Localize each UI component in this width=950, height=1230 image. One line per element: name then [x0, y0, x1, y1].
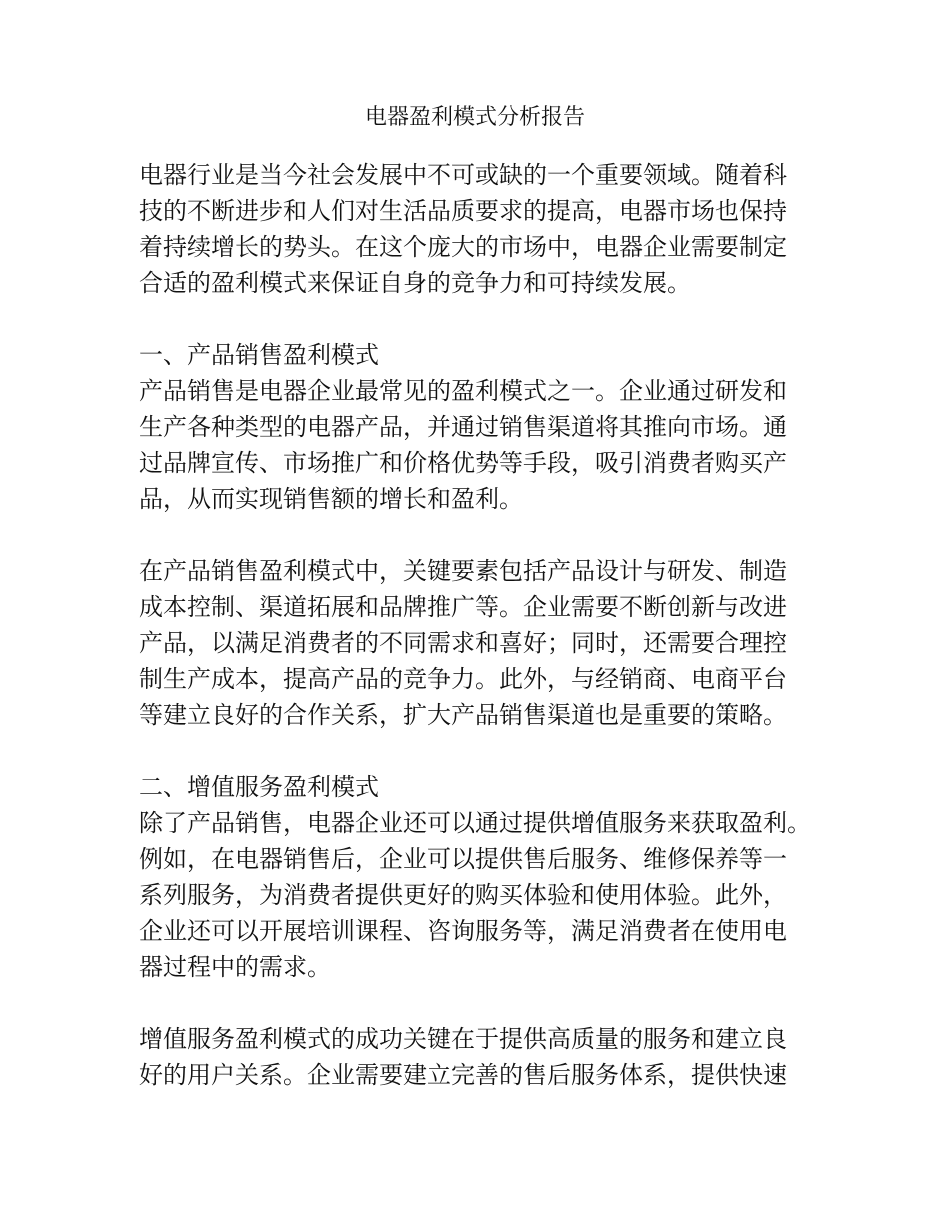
paragraph-line: 技的不断进步和人们对生活品质要求的提高，电器市场也保持 [139, 197, 787, 225]
paragraph-line: 等建立良好的合作关系，扩大产品销售渠道也是重要的策略。 [139, 701, 787, 729]
paragraph-line: 过品牌宣传、市场推广和价格优势等手段，吸引消费者购买产 [139, 449, 787, 477]
paragraph-line: 器过程中的需求。 [139, 953, 331, 981]
paragraph-line: 品，从而实现销售额的增长和盈利。 [139, 485, 523, 513]
document-title: 电器盈利模式分析报告 [364, 105, 585, 130]
paragraph-line: 除了产品销售，电器企业还可以通过提供增值服务来获取盈利。 [139, 809, 811, 837]
paragraph-line: 企业还可以开展培训课程、咨询服务等，满足消费者在使用电 [139, 917, 787, 945]
paragraph-line: 制生产成本，提高产品的竞争力。此外，与经销商、电商平台 [139, 665, 787, 693]
paragraph-line: 电器行业是当今社会发展中不可或缺的一个重要领域。随着科 [139, 161, 787, 189]
paragraph-line: 着持续增长的势头。在这个庞大的市场中，电器企业需要制定 [139, 233, 787, 261]
paragraph-line: 好的用户关系。企业需要建立完善的售后服务体系，提供快速 [139, 1061, 787, 1089]
paragraph-line: 例如，在电器销售后，企业可以提供售后服务、维修保养等一 [139, 845, 787, 873]
paragraph-line: 系列服务，为消费者提供更好的购买体验和使用体验。此外， [139, 881, 787, 909]
paragraph-line: 在产品销售盈利模式中，关键要素包括产品设计与研发、制造 [139, 557, 787, 585]
paragraph-line: 合适的盈利模式来保证自身的竞争力和可持续发展。 [139, 269, 691, 297]
paragraph-line: 生产各种类型的电器产品，并通过销售渠道将其推向市场。通 [139, 413, 787, 441]
paragraph-line: 产品销售是电器企业最常见的盈利模式之一。企业通过研发和 [139, 377, 787, 405]
section-heading: 一、产品销售盈利模式 [139, 341, 379, 369]
paragraph-line: 产品，以满足消费者的不同需求和喜好；同时，还需要合理控 [139, 629, 787, 657]
paragraph-line: 成本控制、渠道拓展和品牌推广等。企业需要不断创新与改进 [139, 593, 787, 621]
paragraph-line: 增值服务盈利模式的成功关键在于提供高质量的服务和建立良 [139, 1025, 787, 1053]
section-heading: 二、增值服务盈利模式 [139, 773, 379, 801]
